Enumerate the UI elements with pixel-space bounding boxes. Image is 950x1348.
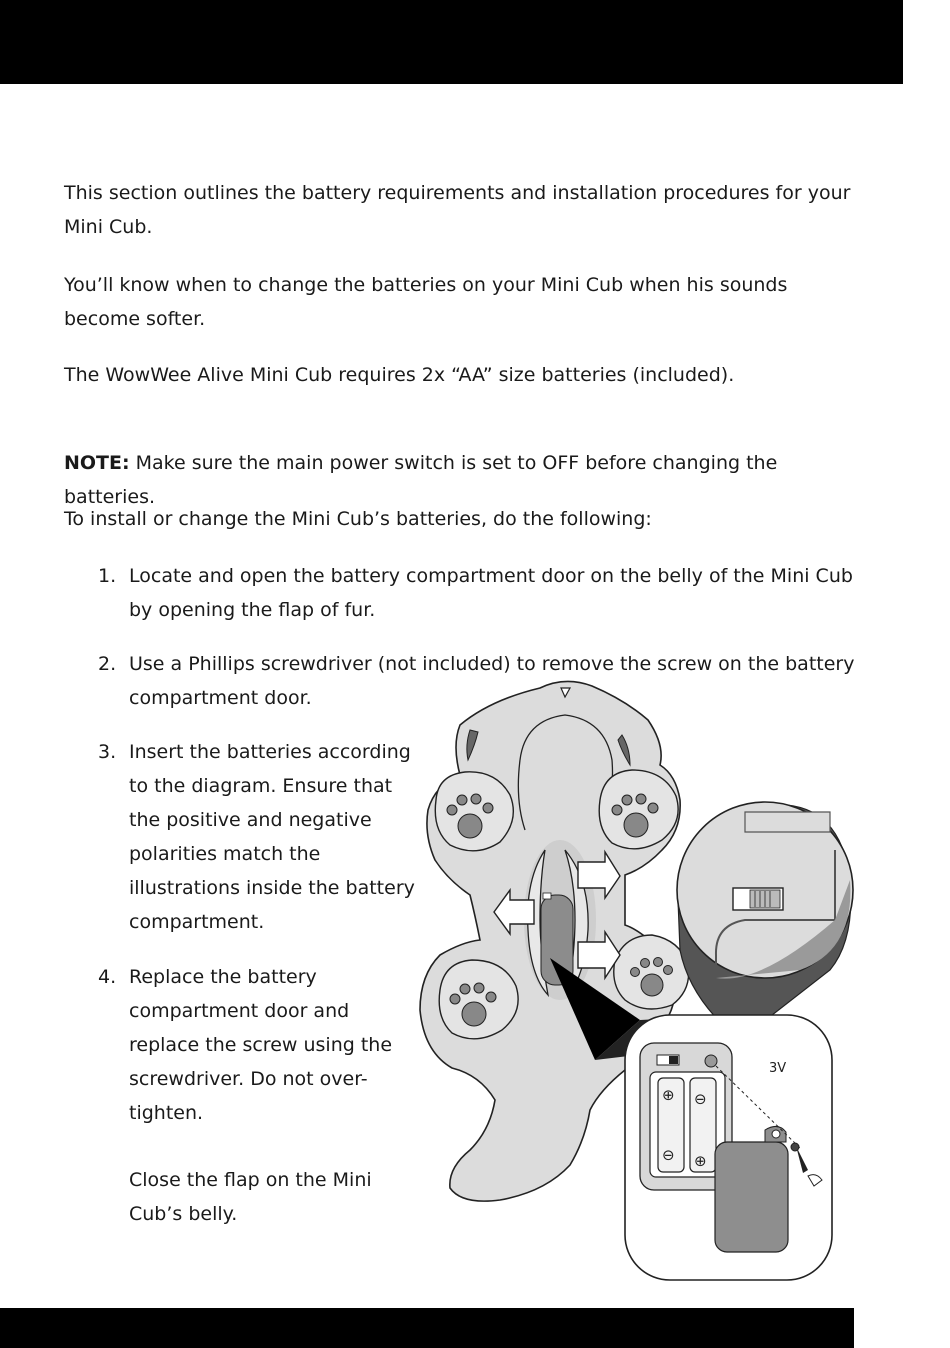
step-text-line: compartment. — [129, 911, 265, 933]
footer-bar — [0, 1308, 854, 1348]
header-bar — [0, 0, 903, 84]
step-number: 2. — [98, 653, 117, 675]
step-text-line: screwdriver. Do not over- — [129, 1068, 368, 1090]
step-number: 1. — [98, 565, 117, 587]
step-text-line: to the diagram. Ensure that — [129, 775, 393, 797]
battery-compartment-closeup — [625, 1015, 832, 1280]
step-text-line: compartment door. — [129, 687, 312, 709]
power-switch-closeup — [677, 802, 853, 1040]
step-text-line: polarities match the — [129, 843, 321, 865]
paw-print-icon — [614, 935, 689, 1009]
instructions-intro: To install or change the Mini Cub’s batteries, do the following: — [64, 508, 652, 530]
note-text: Make sure the main power switch is set to OFF before changing the batteries. — [64, 452, 778, 508]
step-text-line: the positive and negative — [129, 809, 372, 831]
battery-requirement-paragraph: The WowWee Alive Mini Cub requires 2x “AA” size batteries (included). — [64, 364, 735, 386]
positive-polarity-icon: ⊕ — [694, 1152, 707, 1170]
voltage-label: 3V — [769, 1061, 787, 1076]
intro-paragraph-1: This section outlines the battery requirements and installation procedures for your Mini Cub. — [64, 182, 851, 238]
step-number: 4. — [98, 966, 117, 988]
closing-line: Close the flap on the Mini — [129, 1169, 372, 1191]
step-number: 3. — [98, 741, 117, 763]
closing-line: Cub’s belly. — [129, 1203, 238, 1225]
paw-print-icon — [599, 770, 678, 849]
paw-print-icon — [439, 960, 518, 1039]
negative-polarity-icon: ⊖ — [694, 1090, 707, 1108]
step-text-line: tighten. — [129, 1102, 204, 1124]
step-text-line: replace the screw using the — [129, 1034, 393, 1056]
positive-polarity-icon: ⊕ — [662, 1086, 675, 1104]
negative-polarity-icon: ⊖ — [662, 1146, 675, 1164]
intro-paragraph-2: You’ll know when to change the batteries on your Mini Cub when his sounds become softer. — [64, 274, 788, 330]
step-text-line: illustrations inside the battery — [129, 877, 415, 899]
paw-print-icon — [435, 772, 513, 851]
step-text-line: Locate and open the battery compartment door on the belly of the Mini Cub — [129, 565, 853, 587]
step-text-line: Replace the battery — [129, 966, 317, 988]
battery-installation-diagram — [410, 670, 855, 1285]
step-text-line: compartment door and — [129, 1000, 350, 1022]
step-text-line: Insert the batteries according — [129, 741, 411, 763]
step-text-line: by opening the flap of fur. — [129, 599, 376, 621]
step-text-line: Use a Phillips screwdriver (not included) to remove the screw on the battery — [129, 653, 855, 675]
note-label: NOTE: — [64, 452, 130, 474]
battery-door-icon — [715, 1142, 788, 1252]
